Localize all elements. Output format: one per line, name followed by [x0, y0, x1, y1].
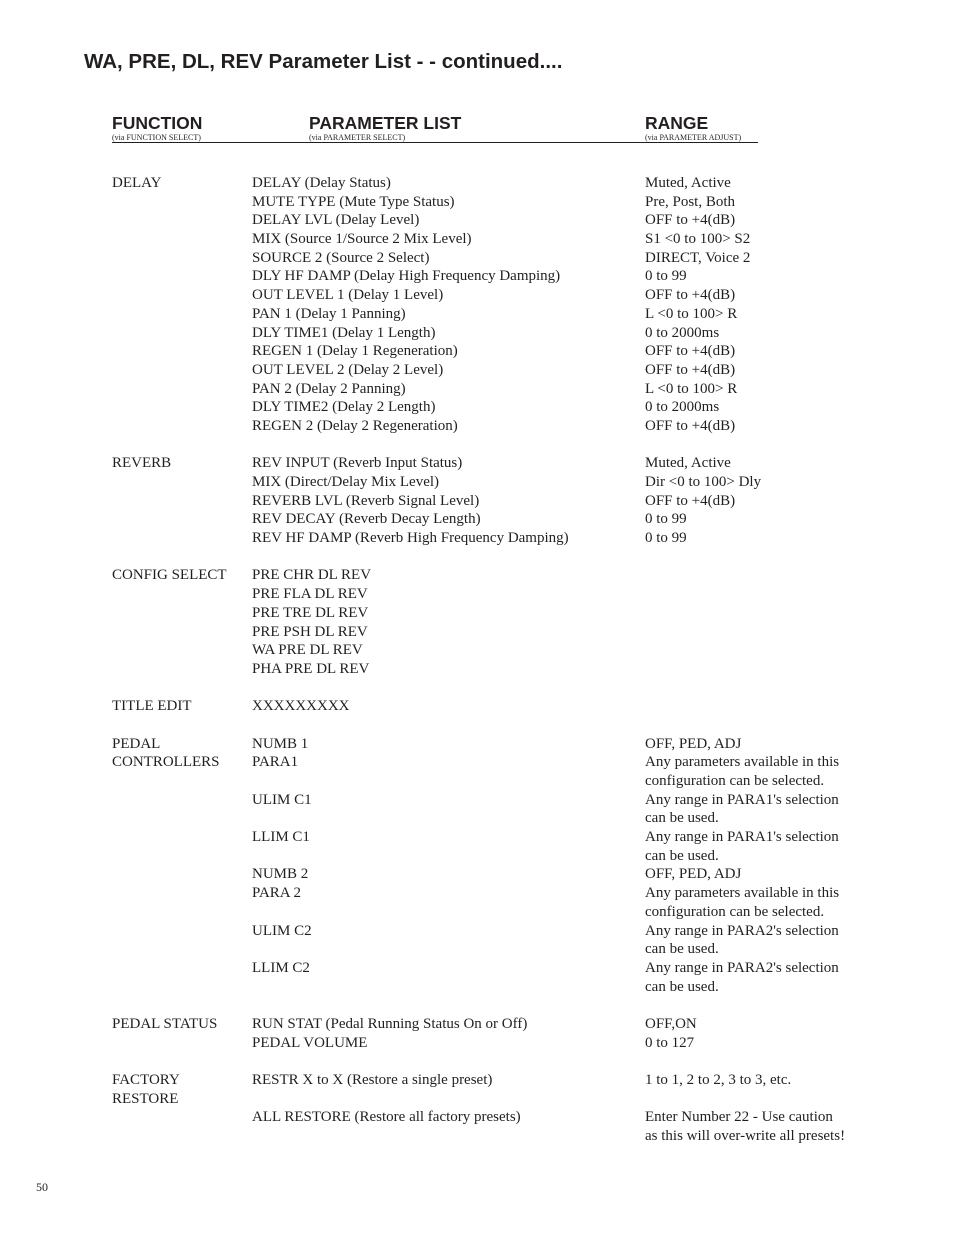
parameter-row	[0, 922, 954, 959]
parameter-row	[0, 230, 954, 249]
range-value: Enter Number 22 - Use caution	[645, 1109, 833, 1126]
section	[0, 1071, 954, 1146]
parameter-row	[0, 174, 954, 193]
range-value: configuration can be selected.	[645, 773, 825, 789]
parameter-row	[0, 510, 954, 529]
parameter-row	[0, 361, 954, 380]
function-name-line: REVERB	[112, 455, 172, 472]
parameter-row	[0, 884, 954, 921]
parameter-column-subheader: (via PARAMETER SELECT)	[309, 133, 406, 142]
range-value: OFF to +4(dB)	[645, 287, 736, 304]
range-value: Any range in PARA2's selection	[645, 959, 839, 976]
range-value: Any range in PARA2's selection	[645, 922, 839, 939]
parameter-table	[0, 174, 954, 1165]
parameter-row	[0, 1034, 954, 1053]
range-value: L <0 to 100> R	[645, 380, 738, 397]
parameter-name: ULIM C2	[252, 922, 312, 939]
range-value: 0 to 99	[645, 511, 687, 528]
parameter-row	[0, 267, 954, 286]
range-value: can be used.	[645, 978, 719, 995]
parameter-row	[0, 697, 954, 716]
parameter-name: PARA1	[252, 754, 299, 771]
parameter-name: PARA 2	[252, 885, 302, 902]
parameter-row	[0, 380, 954, 399]
parameter-row	[0, 398, 954, 417]
parameter-row	[0, 641, 954, 660]
parameter-name: PHA PRE DL REV	[252, 660, 370, 677]
function-column-header: FUNCTION	[112, 113, 203, 133]
parameter-name: REV DECAY (Reverb Decay Length)	[252, 511, 481, 528]
range-value: 1 to 1, 2 to 2, 3 to 3, etc.	[645, 1072, 792, 1089]
parameter-row	[0, 660, 954, 679]
range-value: 0 to 127	[645, 1034, 695, 1051]
parameter-row	[0, 585, 954, 604]
parameter-row	[0, 753, 954, 790]
range-value: OFF to +4(dB)	[645, 361, 736, 378]
page-title: WA, PRE, DL, REV Parameter List - - continued....	[84, 50, 563, 73]
range-value: Any range in PARA1's selection	[645, 791, 839, 808]
parameter-row	[0, 473, 954, 492]
parameter-row	[0, 1071, 954, 1108]
parameter-name: RUN STAT (Pedal Running Status On or Off)	[252, 1016, 528, 1033]
function-name-line: TITLE EDIT	[112, 698, 192, 715]
parameter-row	[0, 211, 954, 230]
parameter-name: PRE FLA DL REV	[252, 586, 368, 603]
header-underline	[112, 142, 758, 143]
section	[0, 697, 954, 716]
range-value: Dir <0 to 100> Dly	[645, 474, 762, 490]
parameter-row	[0, 623, 954, 642]
parameter-row	[0, 959, 954, 996]
parameter-row	[0, 286, 954, 305]
range-value: OFF to +4(dB)	[645, 343, 736, 360]
parameter-row	[0, 865, 954, 884]
parameter-name: REGEN 2 (Delay 2 Regeneration)	[252, 417, 458, 434]
range-value: L <0 to 100> R	[645, 305, 738, 322]
range-value: 0 to 2000ms	[645, 324, 720, 341]
parameter-name: REV INPUT (Reverb Input Status)	[252, 455, 463, 472]
parameter-row	[0, 417, 954, 436]
parameter-row	[0, 305, 954, 324]
range-value: Any range in PARA1's selection	[645, 829, 839, 846]
parameter-name: LLIM C1	[252, 829, 310, 846]
function-name-line: FACTORY	[112, 1072, 180, 1089]
function-name-line: PEDAL	[112, 735, 161, 752]
parameter-name: PAN 1 (Delay 1 Panning)	[252, 305, 406, 322]
range-value: OFF to +4(dB)	[645, 417, 736, 434]
range-value: 0 to 99	[645, 268, 687, 285]
range-value: OFF, PED, ADJ	[645, 866, 742, 883]
parameter-name: LLIM C2	[252, 959, 310, 976]
parameter-row	[0, 249, 954, 268]
parameter-name: DELAY (Delay Status)	[252, 175, 391, 191]
parameter-name: REGEN 1 (Delay 1 Regeneration)	[252, 343, 458, 360]
parameter-name: DLY TIME1 (Delay 1 Length)	[252, 324, 436, 341]
range-value: can be used.	[645, 941, 719, 958]
section	[0, 1015, 954, 1052]
section	[0, 454, 954, 547]
range-value: DIRECT, Voice 2	[645, 249, 751, 266]
parameter-name: OUT LEVEL 2 (Delay 2 Level)	[252, 361, 444, 378]
parameter-row	[0, 324, 954, 343]
range-value: 0 to 99	[645, 530, 687, 547]
parameter-name: PRE TRE DL REV	[252, 604, 369, 621]
range-value: Muted, Active	[645, 455, 731, 472]
range-value: OFF,ON	[645, 1016, 697, 1033]
parameter-row	[0, 604, 954, 623]
range-value: Any parameters available in this	[645, 885, 840, 902]
function-name-line: CONFIG SELECT	[112, 567, 227, 584]
parameter-name: MIX (Direct/Delay Mix Level)	[252, 474, 440, 490]
parameter-row	[0, 193, 954, 212]
parameter-name: ULIM C1	[252, 791, 312, 808]
parameter-row	[0, 492, 954, 511]
parameter-name: PAN 2 (Delay 2 Panning)	[252, 380, 406, 397]
section	[0, 174, 954, 436]
range-value: can be used.	[645, 810, 719, 827]
range-value: configuration can be selected.	[645, 903, 825, 920]
parameter-name: XXXXXXXXX	[252, 698, 350, 715]
range-column-subheader: (via PARAMETER ADJUST)	[645, 133, 742, 142]
parameter-row	[0, 529, 954, 548]
parameter-name: PRE CHR DL REV	[252, 567, 372, 584]
parameter-name: REV HF DAMP (Reverb High Frequency Damping)	[252, 530, 569, 547]
function-column-subheader: (via FUNCTION SELECT)	[112, 133, 201, 142]
parameter-row	[0, 1015, 954, 1034]
range-value: S1 <0 to 100> S2	[645, 231, 751, 248]
range-value: Muted, Active	[645, 175, 731, 191]
parameter-name: DELAY LVL (Delay Level)	[252, 212, 420, 229]
range-value: OFF to +4(dB)	[645, 492, 736, 509]
range-value: OFF, PED, ADJ	[645, 735, 742, 752]
parameter-row	[0, 828, 954, 865]
function-name-line: PEDAL STATUS	[112, 1016, 218, 1033]
parameter-name: ALL RESTORE (Restore all factory presets)	[252, 1109, 521, 1126]
section	[0, 735, 954, 997]
range-column-header: RANGE	[645, 113, 709, 133]
parameter-name: PEDAL VOLUME	[252, 1034, 368, 1051]
range-value: as this will over-write all presets!	[645, 1128, 846, 1145]
parameter-name: WA PRE DL REV	[252, 642, 363, 659]
parameter-name: NUMB 1	[252, 735, 309, 752]
parameter-name: RESTR X to X (Restore a single preset)	[252, 1072, 493, 1089]
parameter-row	[0, 1108, 954, 1145]
function-name-line: DELAY	[112, 175, 162, 191]
parameter-name: MUTE TYPE (Mute Type Status)	[252, 193, 455, 210]
function-name-line: RESTORE	[112, 1090, 179, 1107]
parameter-name: DLY HF DAMP (Delay High Frequency Damping)	[252, 268, 561, 285]
parameter-name: PRE PSH DL REV	[252, 623, 368, 640]
parameter-name: REVERB LVL (Reverb Signal Level)	[252, 492, 480, 509]
parameter-name: DLY TIME2 (Delay 2 Length)	[252, 399, 436, 416]
page-number: 50	[36, 1180, 48, 1194]
range-value: OFF to +4(dB)	[645, 212, 736, 229]
section	[0, 566, 954, 678]
parameter-row	[0, 566, 954, 585]
parameter-row	[0, 454, 954, 473]
parameter-row	[0, 791, 954, 828]
parameter-row	[0, 342, 954, 361]
parameter-name: SOURCE 2 (Source 2 Select)	[252, 249, 430, 266]
parameter-name: MIX (Source 1/Source 2 Mix Level)	[252, 231, 472, 248]
range-value: Pre, Post, Both	[645, 193, 736, 210]
parameter-column-header: PARAMETER LIST	[309, 113, 462, 133]
range-value: 0 to 2000ms	[645, 399, 720, 416]
range-value: can be used.	[645, 847, 719, 864]
parameter-row	[0, 735, 954, 754]
range-value: Any parameters available in this	[645, 754, 840, 771]
parameter-name: NUMB 2	[252, 866, 309, 883]
function-name-line: CONTROLLERS	[112, 754, 220, 771]
parameter-name: OUT LEVEL 1 (Delay 1 Level)	[252, 287, 444, 304]
